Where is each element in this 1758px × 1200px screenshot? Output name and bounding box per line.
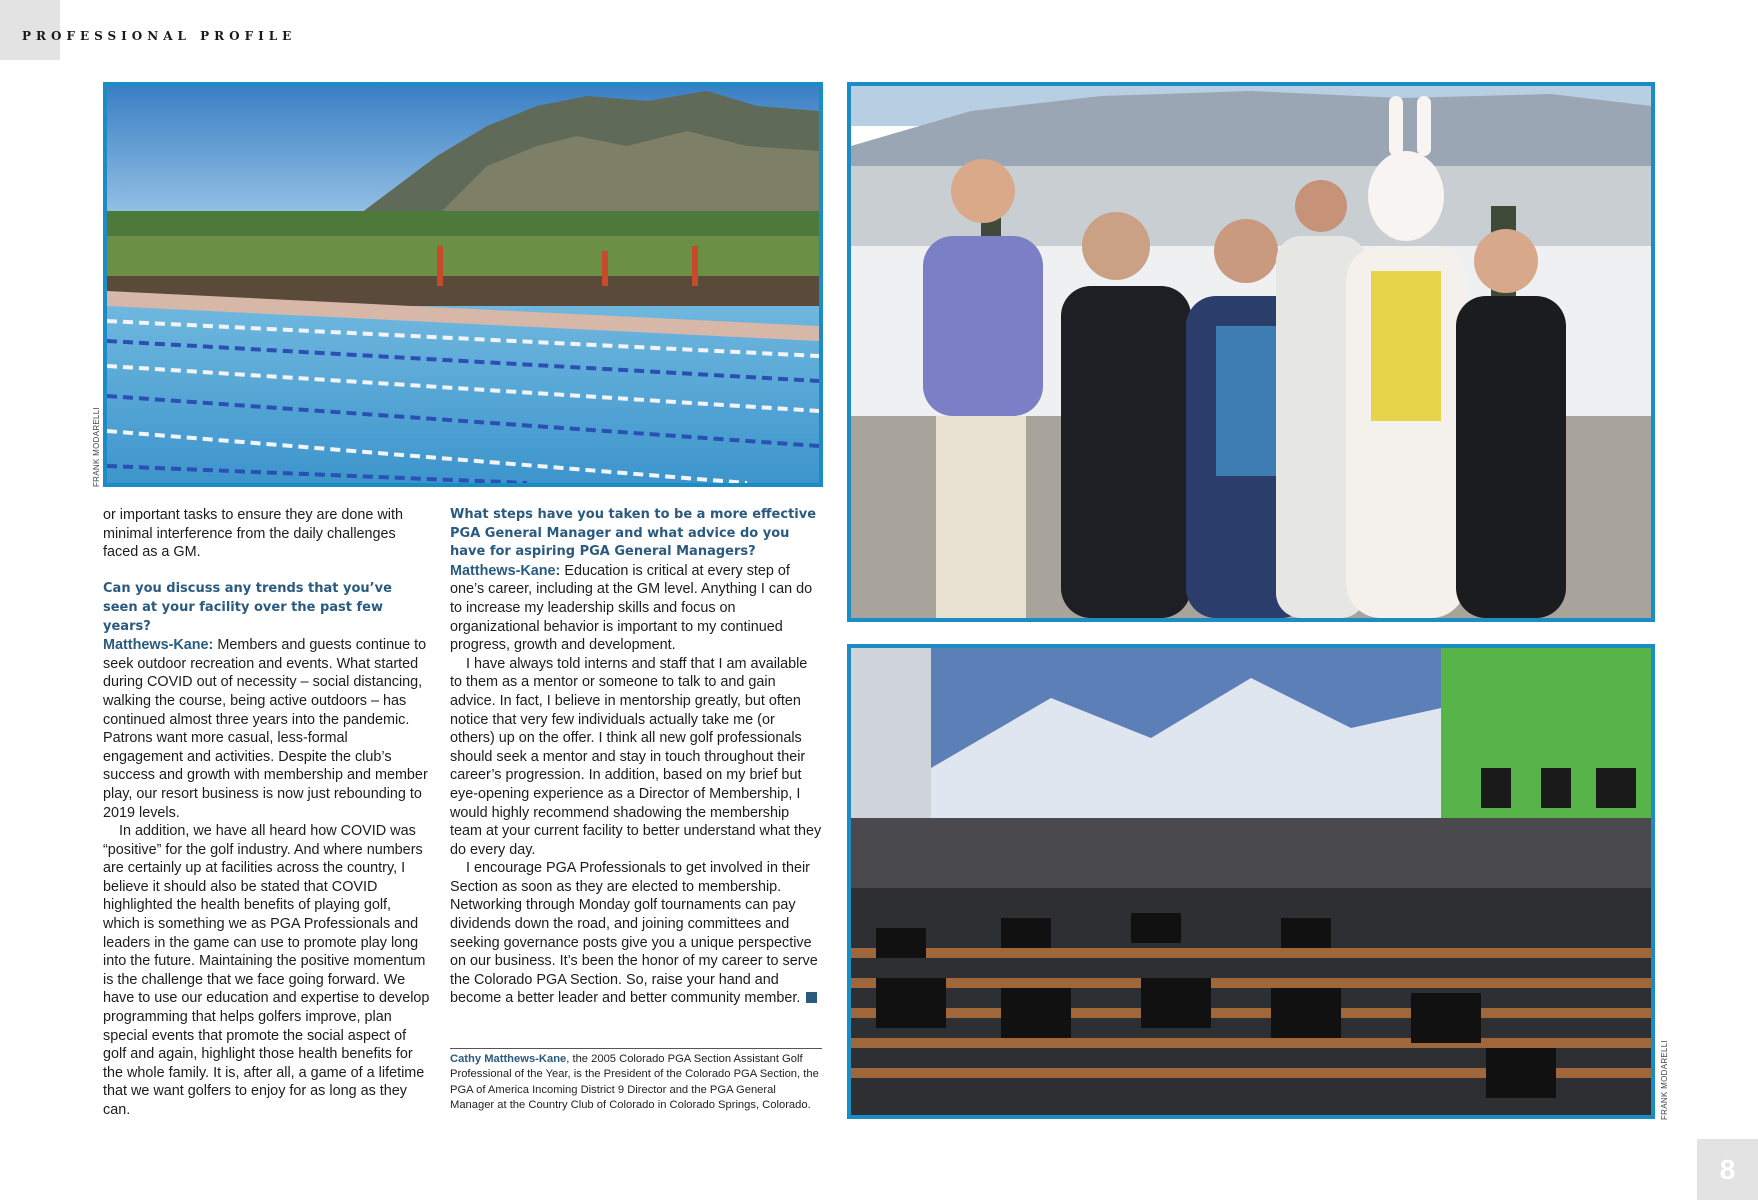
answer-text: Members and guests continue to seek outdoor recreation and events. What started during COVID out of necessity – social distancing, walking the course, being active outdoors – has continued almost three years into the pandemic. Patrons want more casual, less-formal engagement and activities. Despite the club’s success and growth with membership and member play, our resort business is now just rebounding to 2019 levels. [103, 637, 428, 821]
paragraph: I have always told interns and staff that I am available to them as a mentor or someone to talk to and gain advice. In fact, I believe in mentorship greatly, but often notice that very few individuals actually take me (or others) up on the offer. I think all new golf professionals should seek a mentor and stay in touch throughout their career’s progression. In addition, based on my brief but eye-opening experience as a Director of Membership, I would highly recommend shadowing the membership team at your current facility to better understand what they do every day. [450, 655, 822, 858]
interview-answer [103, 636, 430, 822]
end-of-article-icon [806, 992, 817, 1003]
bio-text: , the 2005 Colorado PGA Section Assistant Golf Professional of the Year, is the President of the Colorado PGA Section, the PGA of America Incoming District 9 Director and the PGA General Manager at the Country Club of Colorado in Colorado Springs, Colorado. [450, 1053, 819, 1112]
author-bio [450, 1052, 822, 1114]
speaker-name: Matthews-Kane: [450, 562, 561, 579]
pool-scene [107, 86, 819, 483]
section-label: PROFESSIONAL PROFILE [22, 29, 297, 43]
bio-divider [450, 1048, 822, 1049]
photo-credit-gym: FRANK MODARELLI [1660, 1039, 1669, 1120]
page-number-box [1697, 1139, 1758, 1200]
pool-photo [103, 82, 823, 487]
speaker-name: Matthews-Kane: [103, 637, 214, 654]
photo-credit-pool: FRANK MODARELLI [92, 406, 101, 487]
paragraph: or important tasks to ensure they are done with minimal interference from the daily challenges faced as a GM. [103, 507, 403, 561]
paragraph: In addition, we have all heard how COVID was “positive” for the golf industry. And where numbers are certainly up at facilities across the country, I believe it should also be stated that COVID highlighted the health benefits of playing golf, which is something we as PGA Professionals and leaders in the game can use to promote play long into the future. Maintaining the positive momentum is the challenge that we face going forward. We have to use our education and expertise to develop programming that helps golfers improve, plan special events that promote the social aspect of golf and again, highlight those health benefits for the whole family. It is, after all, a game of a lifetime that we want golfers to enjoy for as long as they can. [103, 823, 430, 1118]
paragraph-text: I encourage PGA Professionals to get involved in their Section as soon as they are elected to membership. Networking through Monday golf tournaments can pay dividends down the road, and joining committees and seeking governance posts give you a unique perspective on our business. It’s been the honor of my career to serve the Colorado PGA Section. So, raise your hand and become a better leader and better community member. [450, 860, 818, 1007]
gym-photo [847, 644, 1655, 1119]
article-column-left [103, 506, 430, 1120]
gym-scene [851, 648, 1651, 1115]
group-photo [847, 82, 1655, 622]
group-scene [851, 86, 1651, 618]
bio-name: Cathy Matthews-Kane [450, 1053, 567, 1065]
answer-text: Education is critical at every step of one’s career, including at the GM level. Anything I can do to increase my leadership skills and focus on organizational behavior is important to my continued progress, growth and development. [450, 562, 813, 654]
interview-question: Can you discuss any trends that you’ve seen at your facility over the past few years? [103, 581, 392, 634]
interview-answer [450, 562, 822, 655]
page-number: 8 [1719, 1153, 1736, 1185]
interview-question: What steps have you taken to be a more effective PGA General Manager and what advice do you have for aspiring PGA General Managers? [450, 507, 817, 560]
paragraph [450, 859, 822, 1008]
article-column-middle [450, 506, 822, 1008]
